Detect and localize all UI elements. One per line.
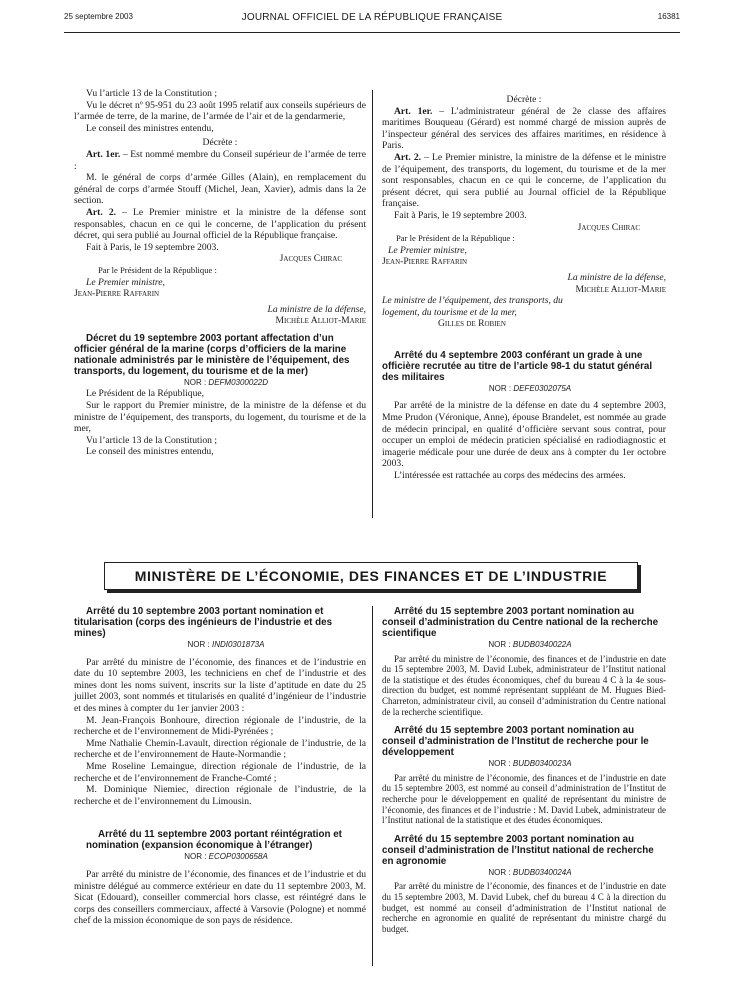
ird-paragraph: Par arrêté du ministre de l’économie, des finances et de l’industrie en date du 15 septembre 2003, est nommé au conseil d’administration de l’Institut de recherche pour le développement en qualité de représentant du ministre de l’économie, des finances et de l’industrie : M. David Lubek, administrateur de l’Institut national de la statistique et des études économiques. (382, 772, 666, 826)
top-right-column (382, 94, 666, 482)
page-number: 16381 (657, 12, 680, 21)
visa-constitution-2: Vu l’article 13 de la Constitution ; (86, 434, 218, 446)
minister-name: Michèle Alliot-Marie (275, 315, 366, 327)
arrete-body: Par arrêté de la ministre de la défense en date du 4 septembre 2003, Mme Prudon (Véronique, Anne), épouse Brandelet, est nommée au grade de médecin principal, en qualité d’officière servant sous contrat, pour occuper un emploi de médecin praticien spécialisé en radiodiagnostic et imagerie médicale pour une durée de deux ans à compter du 1er octobre 2003. (382, 400, 666, 470)
signer: Jacques Chirac (279, 253, 342, 265)
nominee-chemin-lavault: Mme Nathalie Chemin-Lavault, direction régionale de l’industrie, de la recherche et de l’environnement de Haute-Normandie ; (74, 737, 366, 761)
header-date: 25 septembre 2003 (64, 12, 133, 21)
bottom-right-column (382, 606, 666, 934)
fait-a-paris: Fait à Paris, le 19 septembre 2003. (86, 241, 219, 253)
article-2 (74, 207, 366, 242)
visa-constitution: Vu l’article 13 de la Constitution ; (86, 88, 218, 99)
inra-paragraph: Par arrêté du ministre de l’économie, des finances et de l’industrie en date du 15 septembre 2003, M. David Lubek, chef du bureau 4 C à la direction du budget, est nommé au conseil d’administration de l’Institut national de recherche en agronomie en qualité de représentant du ministre chargé du budget. (382, 881, 666, 934)
column-divider-bottom (372, 606, 373, 966)
reintegration-paragraph: Par arrêté du ministre de l’économie, des finances et de l’industrie et du ministre délégué au commerce extérieur en date du 11 septembre 2003, M. Sicat (Edouard), conseiller commercial hors classe, est réintégré dans le corps des conseillers commerciaux, affecté à Varsovie (Pologne) et nommé chef de la mission économique de son pays de résidence. (74, 868, 366, 927)
decrete-heading: Décrète : (202, 137, 238, 149)
article-1-label: Art. 1er. (86, 148, 121, 160)
article-1 (74, 149, 366, 172)
conseil-entendu-2: Le conseil des ministres entendu, (86, 446, 214, 458)
minister-title: La ministre de la défense, (267, 303, 366, 315)
cnrs-paragraph: Par arrêté du ministre de l’économie, des finances et de l’industrie en date du 15 septembre 2003, M. David Lubek, administrateur de l’Institut national de la statistique et des études économiques, chef du bureau 4 C à la 4e sous-direction du budget, est nommé représentant suppléant de M. Hugues Bied-Charreton, administrateur civil, au conseil d’administration du Centre national de la recherche scientifique. (382, 653, 666, 717)
pm-title-right: Le Premier ministre, (388, 244, 467, 256)
arrete-ird-title: Arrêté du 15 septembre 2003 portant nomination au conseil d’administration de l’Institut de recherche pour le développement (382, 725, 649, 759)
arrete-nomination-titularisation-title: Arrêté du 10 septembre 2003 portant nomination et titularisation (corps des ingénieurs de l’industrie et des mines) (74, 606, 333, 639)
article-2-text: – Le Premier ministre et la ministre de la défense sont responsables, chacun en ce qui le concerne, de l’application du présent décret, qui sera publié au Journal officiel de la République française. (74, 206, 367, 242)
nor-indi: NOR : INDI0301873A (187, 640, 265, 649)
article-1-text: – Est nommé membre du Conseil supérieur de l’armée de terre : (74, 148, 366, 172)
visa-decret: Vu le décret nº 95-951 du 23 août 1995 relatif aux conseils supérieurs de l’armée de terre, de la marine, de l’armée de l’air et de la gendarmerie, (74, 99, 366, 123)
decrete-heading-right: Décrète : (506, 94, 542, 105)
pm-name: Jean-Pierre Raffarin (74, 288, 160, 300)
pm-name-right: Jean-Pierre Raffarin (382, 256, 468, 268)
president-line: Le Président de la République, (86, 388, 205, 400)
fait-a-paris-right: Fait à Paris, le 19 septembre 2003. (394, 209, 527, 221)
arrete-inra-title: Arrêté du 15 septembre 2003 portant nomination au conseil d’administration de l’Institut national de recherche en agronomie (382, 833, 654, 867)
nor-reference-right: NOR : DEFE0302075A (488, 383, 572, 393)
arrete-title: Arrêté du 4 septembre 2003 conférant un grade à une officière recrutée au titre de l’article 98-1 du statut général des militaires (382, 349, 653, 383)
signer-right: Jacques Chirac (577, 221, 640, 233)
equipment-minister-title: Le ministre de l’équipement, des transports, du logement, du tourisme et de la mer, (382, 295, 563, 318)
decret-title: Décret du 19 septembre 2003 portant affectation d’un officier général de la marine (corps d’officiers de la marine nationale administrés par le ministère de l’équipement, des transports, du logement, du tourisme et de la mer) (74, 332, 350, 377)
nominee-niemiec: M. Dominique Niemiec, direction régionale de l’industrie, de la recherche et de l’environnement du Limousin. (74, 784, 366, 807)
nor-reference: NOR : DEFM0300022D (183, 377, 269, 387)
column-divider-top (372, 90, 373, 518)
bottom-left-column (74, 606, 366, 927)
journal-title: JOURNAL OFFICIEL DE LA RÉPUBLIQUE FRANÇAISE (241, 12, 503, 23)
par-le-president: Par le Président de la République : (98, 264, 217, 275)
article-2-right: Art. 2. – Le Premier ministre, la ministre de la défense et le ministre de l’équipement, des transports, du logement, du tourisme et de la mer sont responsables, chacun en ce qui le concerne, de l’application du présent décret, qui sera publié au Journal officiel de la République française. (382, 151, 667, 210)
par-le-president-right: Par le Président de la République : (396, 233, 515, 244)
article-1-nominee: M. le général de corps d’armée Gilles (Alain), en remplacement du général de corps d’armée Stouff (Michel, Jean, Xavier), admis dans la 2e section. (74, 172, 366, 207)
pm-title: Le Premier ministre, (86, 276, 165, 288)
nominee-lemaingue: Mme Roseline Lemaingue, direction régionale de l’industrie, de la recherche et de l’environnement de Franche-Comté ; (74, 760, 366, 784)
nomination-paragraph: Par arrêté du ministre de l’économie, des finances et de l’industrie en date du 10 septembre 2003, les techniciens en chef de l’industrie et des mines dont les noms suivent, inscrits sur la liste d’aptitude en date du 25 juillet 2003, sont nommés et titularisés en qualité d’ingénieur de l’industrie et des mines à compter du 1er janvier 2003 : (74, 656, 366, 714)
minister-title-right: La ministre de la défense, (567, 271, 666, 283)
equipment-minister-name: Gilles de Robien (438, 318, 506, 330)
top-left-column (74, 88, 366, 458)
conseil-entendu: Le conseil des ministres entendu, (86, 122, 214, 134)
header-rule (64, 32, 680, 33)
nominee-bonhoure: M. Jean-François Bonhoure, direction régionale de l’industrie, de la recherche et de l’environnement de Midi-Pyrénées ; (74, 714, 366, 738)
arrete-cnrs-title: Arrêté du 15 septembre 2003 portant nomination au conseil d’administration du Centre national de la recherche scientifique (382, 606, 659, 639)
article-2-label: Art. 2. (86, 206, 117, 218)
nor-budb-23: NOR : BUDB0340023A (488, 759, 572, 769)
ministry-banner: MINISTÈRE DE L’ÉCONOMIE, DES FINANCES ET DE L’INDUSTRIE (104, 562, 638, 590)
nor-budb-24: NOR : BUDB0340024A (488, 867, 572, 877)
nor-budb-22: NOR : BUDB0340022A (488, 640, 572, 649)
arrete-rattachement: L’intéressée est rattachée au corps des médecins des armées. (394, 470, 626, 482)
page-header (64, 12, 680, 32)
article-1-right: Art. 1er. – L’administrateur général de 2e classe des affaires maritimes Bouqueau (Gérard) est nommé chargé de mission auprès de l’inspecteur général des services des affaires maritimes, en résidence à Paris. (382, 105, 666, 152)
minister-name-right: Michèle Alliot-Marie (575, 283, 666, 295)
rapport-line: Sur le rapport du Premier ministre, de la ministre de la défense et du ministre de l’équipement, des transports, du logement, du tourisme et de la mer, (74, 400, 366, 435)
arrete-reintegration-title: Arrêté du 11 septembre 2003 portant réintégration et nomination (expansion économique à l’étranger) (86, 829, 342, 852)
nor-ecop: NOR : ECOP0300658A (184, 852, 268, 862)
